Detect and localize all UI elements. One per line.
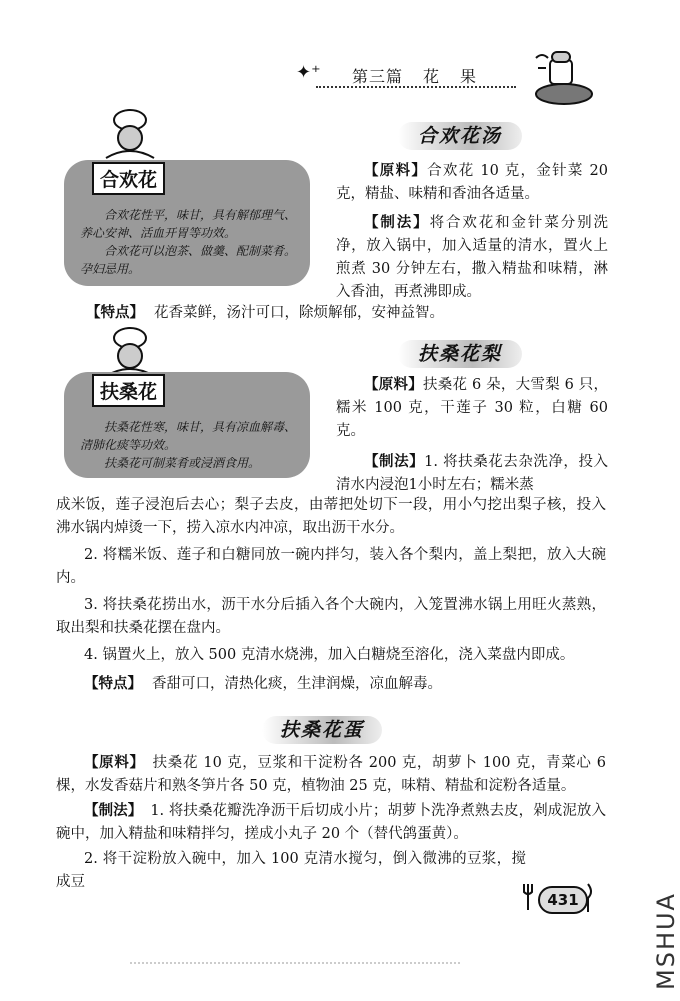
recipe-hehuan-body	[336, 160, 608, 304]
recipe-title-hehuan: 合欢花汤	[398, 122, 522, 150]
ingredients-paragraph: 【原料】 扶桑花 10 克，豆浆和干淀粉各 200 克，胡萝卜 100 克，青菜心 6 棵，水发香菇片和熟冬笋片各 50 克，植物油 25 克，味精、精盐和淀粉各适量。	[56, 755, 607, 794]
flower-info-card-text: 扶桑花性寒，味甘，具有凉血解毒、清肺化痰等功效。 扶桑花可制菜肴或浸酒食用。	[80, 420, 297, 470]
scan-artifact	[130, 962, 460, 974]
method-step: 2. 将糯米饭、莲子和白糖同放一碗内拌匀，装入各个梨内，盖上梨把，放入大碗内。	[56, 547, 606, 586]
feature-paragraph: 【特点】 花香菜鲜，汤汁可口，除烦解郁，安神益智。	[86, 305, 444, 321]
flower-info-card-label: 扶桑花	[92, 374, 165, 407]
recipe-fusang-li-steps	[56, 494, 606, 696]
method-step: 3. 将扶桑花捞出水，沥干水分后插入各个大碗内，入笼置沸水锅上用旺火蒸熟，取出梨和扶桑花摆在盘内。	[56, 597, 606, 636]
flower-info-card	[64, 160, 310, 286]
recipe-title-fusang-dan: 扶桑花蛋	[262, 716, 382, 744]
chef-cooking-icon	[528, 50, 598, 106]
method-step: 4. 锅置火上，放入 500 克清水烧沸，加入白糖烧至溶化，浇入菜盘内即成。	[84, 647, 575, 663]
flower-info-card-label: 合欢花	[92, 162, 165, 195]
header-dotted-rule	[316, 86, 516, 88]
method-paragraph: 【制法】 1. 将扶桑花瓣洗净沥干后切成小片；胡萝卜洗净煮熟去皮，剁成泥放入碗中，加入精盐和味精拌匀，搓成小丸子 20 个（替代鸽蛋黄）。	[56, 803, 607, 842]
running-header-title: 第三篇 花 果	[352, 67, 478, 86]
feature-paragraph: 【特点】 香甜可口，清热化痰，生津润燥，凉血解毒。	[84, 676, 442, 692]
flower-info-card	[64, 372, 310, 478]
recipe-fusang-li-body	[336, 374, 608, 497]
star-ornament-icon: ✦⁺	[296, 62, 321, 83]
method-paragraph: 【制法】将合欢花和金针菜分别洗净，放入锅中，加入适量的清水，置火上煎煮 30 分钟左右，撒入精盐和味精，淋入香油，再煮沸即成。	[336, 215, 609, 300]
chef-mascot-icon	[100, 108, 160, 163]
method-step: 成米饭，莲子浸泡后去心；梨子去皮，由蒂把处切下一段，用小勺挖出梨子核，投入沸水锅内焯烫一下，捞入凉水内冲凉，取出沥干水分。	[56, 497, 606, 536]
ingredients-paragraph: 【原料】合欢花 10 克，金针菜 20 克，精盐、味精和香油各适量。	[336, 163, 608, 202]
method-step: 2. 将干淀粉放入碗中，加入 100 克清水搅匀，倒入微沸的豆浆，搅成豆	[56, 851, 526, 890]
ingredients-paragraph: 【原料】扶桑花 6 朵，大雪梨 6 只，糯米 100 克，干莲子 30 粒，白糖 60 克。	[336, 377, 608, 439]
running-header	[296, 62, 526, 88]
watermark-text: MSHUA	[652, 892, 680, 990]
flower-info-card-text: 合欢花性平，味甘，具有解郁理气、养心安神、活血开胃等功效。 合欢花可以泡茶、做羹、配制菜肴。孕妇忌用。	[80, 208, 297, 276]
page-number: 431	[522, 880, 594, 916]
recipe-title-fusang-li: 扶桑花梨	[398, 340, 522, 368]
recipe-fusang-dan-body	[56, 752, 606, 894]
method-paragraph: 【制法】1. 将扶桑花去杂洗净，投入清水内浸泡1小时左右；糯米蒸	[336, 454, 608, 493]
